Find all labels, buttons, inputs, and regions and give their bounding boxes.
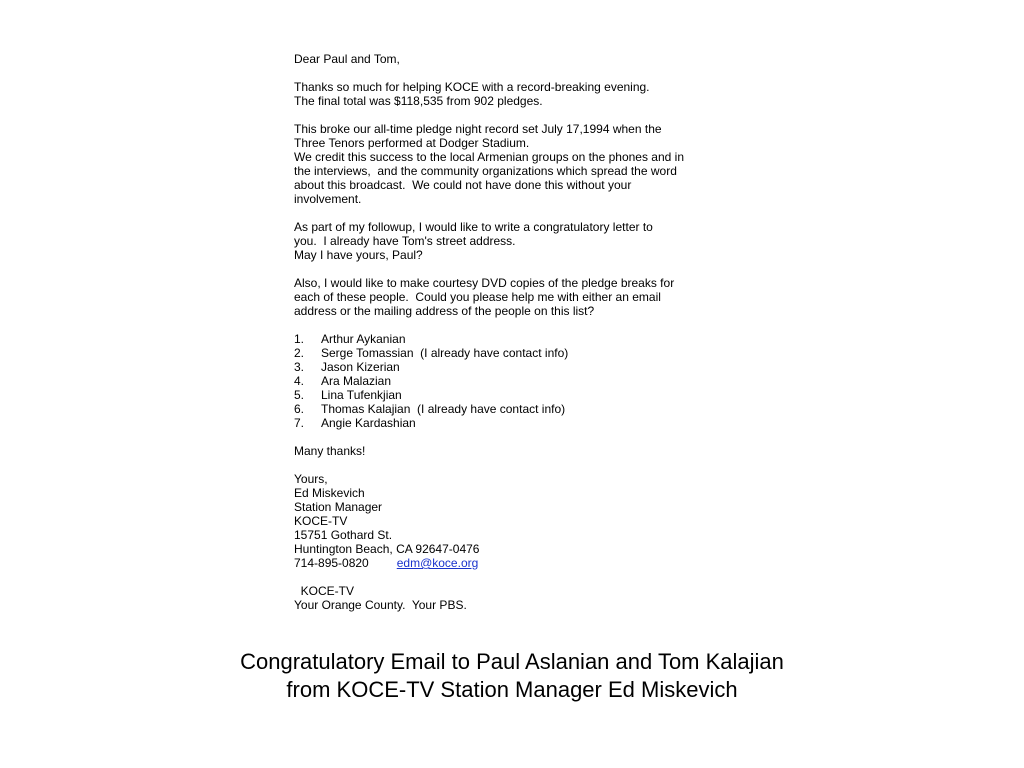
- text-line: address or the mailing address of the people on this list?: [294, 304, 595, 318]
- text-line: We credit this success to the local Armenian groups on the phones and in: [294, 150, 685, 164]
- person-name: Jason Kizerian: [321, 360, 400, 374]
- people-list: [294, 332, 774, 430]
- city-address: Huntington Beach, CA 92647-0476: [294, 542, 480, 556]
- list-item: [294, 360, 774, 374]
- list-number: 2.: [294, 346, 305, 360]
- paragraph-dvd-request: [294, 276, 774, 318]
- closing: Yours,: [294, 472, 328, 486]
- sender-station: KOCE-TV: [294, 514, 348, 528]
- list-number: 4.: [294, 374, 305, 388]
- person-name: Serge Tomassian (I already have contact info): [321, 346, 569, 360]
- thanks-line: Many thanks!: [294, 444, 366, 458]
- text-line: Thanks so much for helping KOCE with a record-breaking evening.: [294, 80, 650, 94]
- list-number: 5.: [294, 388, 305, 402]
- text-line: Also, I would like to make courtesy DVD copies of the pledge breaks for: [294, 276, 675, 290]
- person-name: Thomas Kalajian (I already have contact info): [321, 402, 566, 416]
- slide-caption: [0, 648, 1024, 704]
- text-line: As part of my followup, I would like to write a congratulatory letter to: [294, 220, 653, 234]
- person-name: Lina Tufenkjian: [321, 388, 402, 402]
- footer-station: KOCE-TV: [294, 584, 355, 598]
- letter-body: [294, 52, 774, 626]
- text-line: This broke our all-time pledge night record set July 17,1994 when the: [294, 122, 662, 136]
- street-address: 15751 Gothard St.: [294, 528, 393, 542]
- text-line: May I have yours, Paul?: [294, 248, 423, 262]
- list-item: [294, 374, 774, 388]
- person-name: Arthur Aykanian: [321, 332, 406, 346]
- contact-line: [294, 556, 774, 570]
- list-item: [294, 416, 774, 430]
- sender-name: Ed Miskevich: [294, 486, 365, 500]
- sender-title: Station Manager: [294, 500, 383, 514]
- signature-block: [294, 472, 774, 570]
- paragraph-followup: [294, 220, 774, 262]
- text-line: each of these people. Could you please help me with either an email: [294, 290, 661, 304]
- caption-line: Congratulatory Email to Paul Aslanian and Tom Kalajian: [240, 649, 784, 674]
- paragraph-record-evening: [294, 80, 774, 108]
- text-line: you. I already have Tom's street address.: [294, 234, 516, 248]
- list-item: [294, 332, 774, 346]
- phone-number: 714-895-0820: [294, 556, 369, 570]
- text-line: involvement.: [294, 192, 362, 206]
- person-name: Ara Malazian: [321, 374, 392, 388]
- paragraph-record-history: [294, 122, 774, 206]
- text-line: the interviews, and the community organizations which spread the word: [294, 164, 677, 178]
- text-line: Three Tenors performed at Dodger Stadium.: [294, 136, 530, 150]
- list-item: [294, 402, 774, 416]
- caption-line: from KOCE-TV Station Manager Ed Miskevich: [286, 677, 738, 702]
- footer-tagline: Your Orange County. Your PBS.: [294, 598, 467, 612]
- list-item: [294, 388, 774, 402]
- list-number: 3.: [294, 360, 305, 374]
- text-line: The final total was $118,535 from 902 pledges.: [294, 94, 543, 108]
- list-number: 6.: [294, 402, 305, 416]
- list-number: 7.: [294, 416, 305, 430]
- list-item: [294, 346, 774, 360]
- person-name: Angie Kardashian: [321, 416, 416, 430]
- email-link[interactable]: edm@koce.org: [396, 556, 479, 570]
- list-number: 1.: [294, 332, 305, 346]
- greeting: Dear Paul and Tom,: [294, 52, 400, 66]
- text-line: about this broadcast. We could not have done this without your: [294, 178, 632, 192]
- station-footer: [294, 584, 774, 612]
